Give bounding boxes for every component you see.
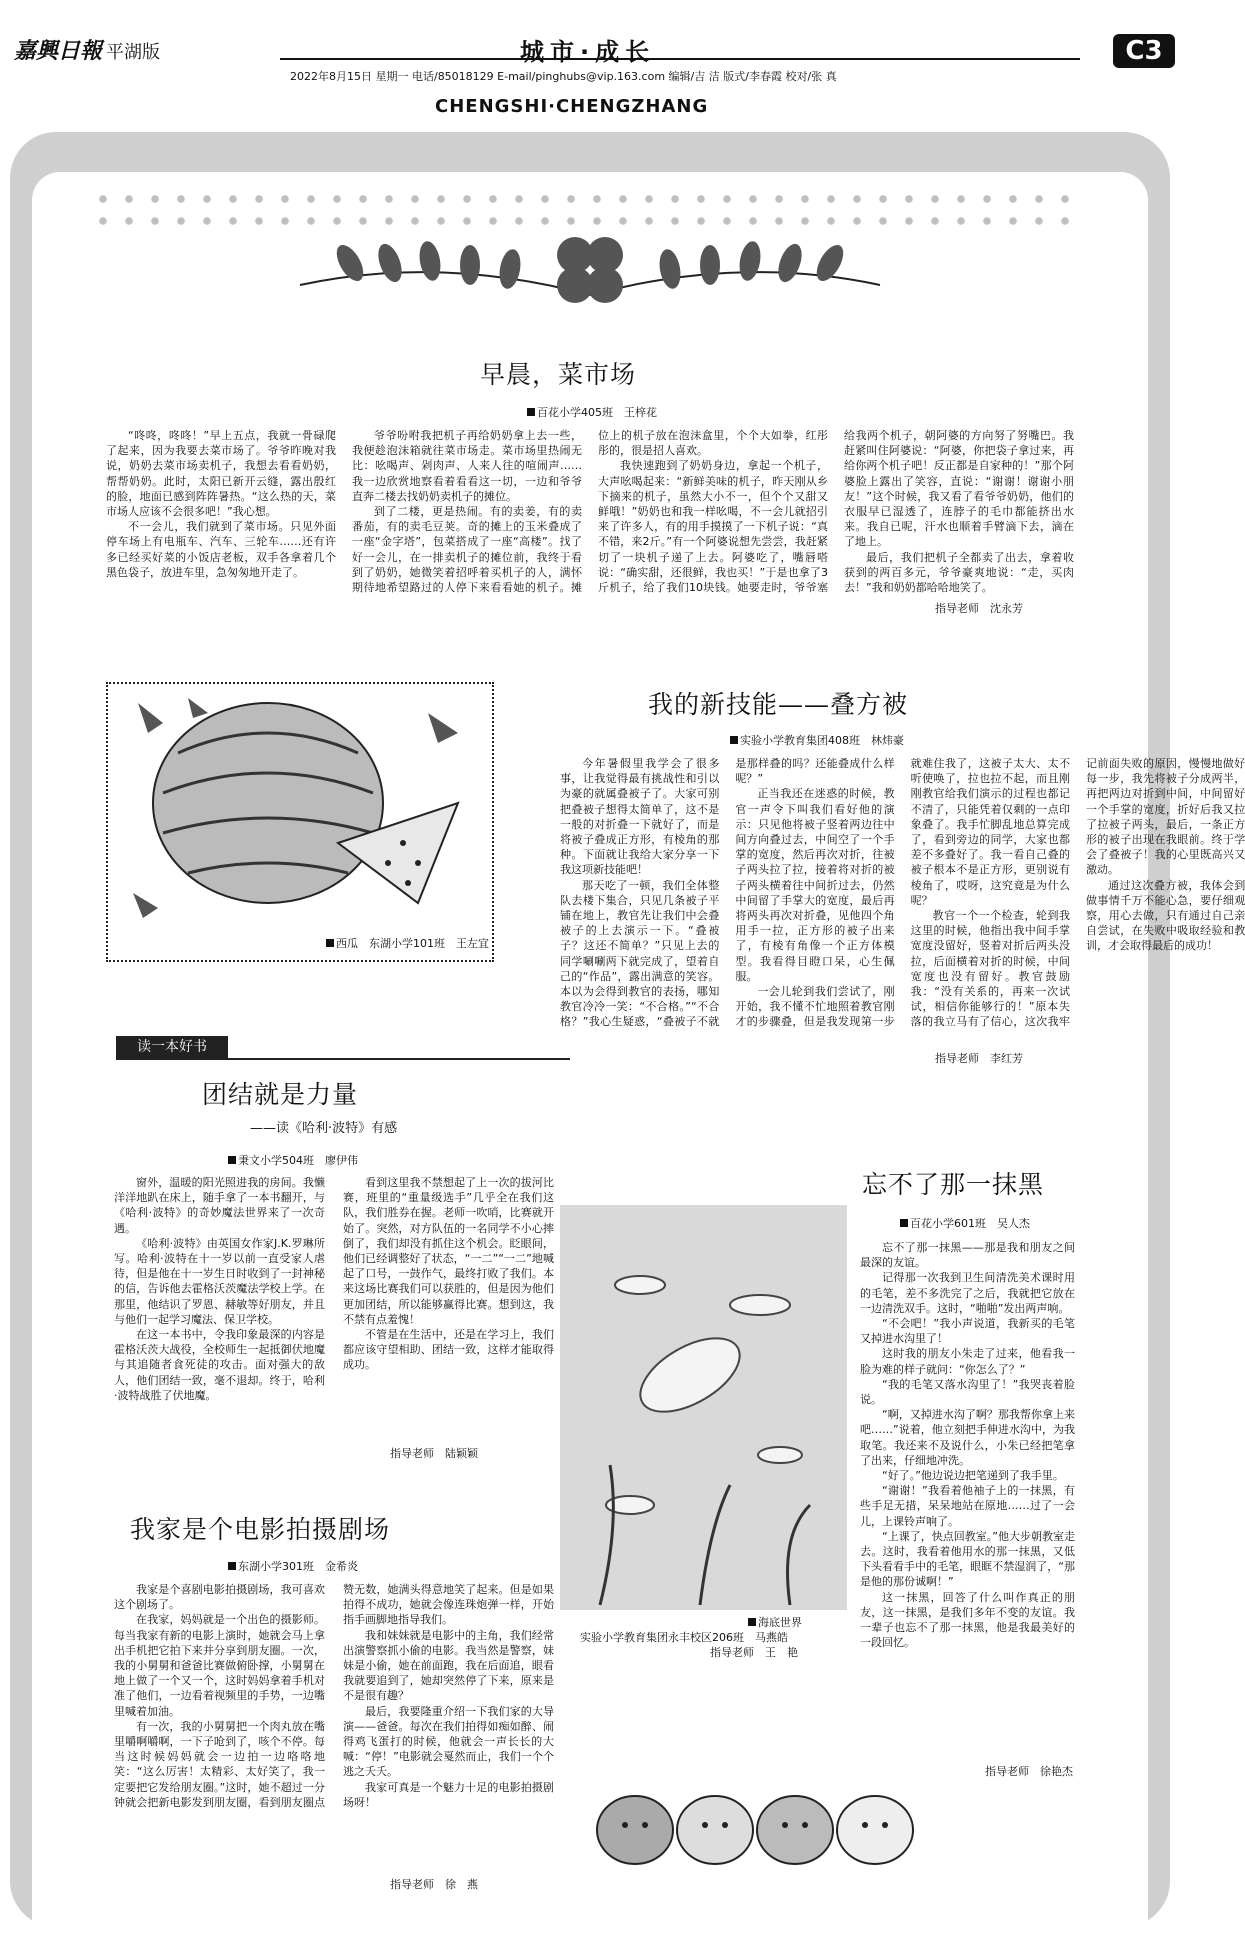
edition-label: 平湖版 xyxy=(106,42,161,63)
page-number-badge: C3 xyxy=(1113,34,1175,68)
teacher-credit: 指导老师 沈永芳 xyxy=(935,602,1023,615)
article-title: 团结就是力量 xyxy=(202,1080,359,1109)
column-label: 读一本好书 xyxy=(116,1036,228,1058)
article-byline: 东湖小学301班 金希炎 xyxy=(228,1558,358,1574)
article-byline: 实验小学教育集团408班 林炜豪 xyxy=(730,732,904,748)
fish-teacher: 指导老师 王 艳 xyxy=(710,1646,798,1659)
fish-school: 实验小学教育集团永丰校区206班 马燕皓 xyxy=(580,1631,788,1644)
article-body: 我家是个喜剧电影拍摄剧场，我可喜欢这个剧场了。 在我家，妈妈就是一个出色的摄影师。每当我家有新的电影上演时，她就会马上拿出手机把它拍下来并分享到朋友圈。一次，我的小舅舅和爸爸比赛做俯卧撑，小舅舅在地上做了一个又一个，这时妈妈拿着手机对准了他们，一边看着视频里的手势，一边嘴里喊着加油。 有一次，我的小舅舅把一个肉丸放在嘴里嚼啊嚼啊，一下子呛到了，咳个不停。每当这时候妈妈就会一边拍一边咯咯地笑：“这么厉害！太精彩、太好笑了，我一定要把它发给朋友圈。”这时，她不超过一分钟就会把新电影发到朋友圈，看到朋友圈点赞无数，她满头得意地笑了起来。但是如果拍得不成功，她就会像连珠炮弹一样，开始指手画脚地指导我们。 我和妹妹就是电影中的主角，我们经常出演警察抓小偷的电影。我当然是警察，妹妹是小偷，她在前面跑，我在后面追，眼看我就要追到了，她却突然停了下来，原来是不是很有趣？ 最后，我要隆重介绍一下我们家的大导演——爸爸。每次在我们拍得如痴如醉、闹得鸡飞蛋打的时候，他就会一声长长的大喊：“停！”电影就会戛然而止，我们一个个逃之夭夭。 我家可真是一个魅力十足的电影拍摄剧场呀！ xyxy=(114,1583,554,1809)
column-rule xyxy=(116,1058,570,1060)
teacher-credit: 指导老师 李红芳 xyxy=(935,1052,1023,1065)
article-byline: 秉文小学504班 廖伊伟 xyxy=(228,1152,358,1168)
article-title: 我的新技能——叠方被 xyxy=(648,690,909,719)
article-title: 我家是个电影拍摄剧场 xyxy=(130,1515,391,1544)
watermelon-drawing xyxy=(118,693,478,923)
article-body: 今年暑假里我学会了很多事，让我觉得最有挑战性和引以为豪的就属叠被子了。大家可别把叠被子想得太简单了，这不是一般的对折叠一下就好了，而是将被子叠成正方形，有棱角的那种。下面就让我给大家分享一下我这项新技能吧！ 那天吃了一顿，我们全体整队去楼下集合，只见几条被子平铺在地上，教官先让我们中会叠被子的上去演示一下。“叠被子？这还不简单？”只见上去的同学唰唰两下就完成了，望着自己的“作品”，露出满意的笑容。本以为会得到教官的表扬，哪知教官冷冷一笑：“不合格。”“不合格？”我心生疑惑，“叠被子不就是那样叠的吗？还能叠成什么样呢？” 正当我还在迷惑的时候，教官一声令下叫我们看好他的演示：只见他将被子竖着两边往中间方向叠过去，中间空了一个手掌的宽度，然后再次对折，往被子两头拉了拉，接着将对折的被子两头横着往中间折过去，仍然中间留了手掌大的宽度，最后再将两头再次对折叠，见他四个角用手一拉，正方形的被子出来了，有棱有角像一个正方体模型。我看得目瞪口呆，心生佩服。 一会儿轮到我们尝试了，刚开始，我不懂不忙地照着教官刚才的步骤叠，但是我发现第一步就难住我了，这被子太大、太不听使唤了，拉也拉不起，而且刚刚教官给我们演示的过程也都记不清了，只能凭着仅剩的一点印象叠了。我手忙脚乱地总算完成了，看到旁边的同学，大家也都差不多叠好了。我一看自己叠的被子根本不是正方形，更别说有棱角了，哎呀，这究竟是为什么呢？ 教官一个一个检查，轮到我这里的时候，他指出我中间手掌宽度没留好，竖着对折后两头没拉，后面横着对折的时候，中间宽度也没有留好。教官鼓励我：“没有关系的，再来一次试试，相信你能够行的！”原本失落的我立马有了信心，这次我牢记前面失败的原因，慢慢地做好每一步，我先将被子分成两半，再把两边对折到中间，中间留好一个手掌的宽度，折好后我又拉了拉被子两头，最后，一条正方形的被子出现在我眼前。终于学会了叠被子！我的心里既高兴又激动。 通过这次叠方被，我体会到做事情千万不能心急，要仔细观察，用心去做，只有通过自己亲自尝试，在失败中吸取经验和教训，才会取得最后的成功！ xyxy=(560,757,1245,1029)
article-subtitle: ——读《哈利·波特》有感 xyxy=(250,1121,398,1136)
section-title: 城市·成长 xyxy=(520,38,656,66)
fish-caption: 海底世界 xyxy=(748,1614,802,1630)
article-body: 忘不了那一抹黑——那是我和朋友之间最深的友谊。 记得那一次我到卫生间清洗美术课时用的毛笔，差不多洗完了之后，我就把它放在一边清洗双手。这时，“啪啪”发出两声响。 “不会吧！”我小声说道，我新买的毛笔又掉进水沟里了！ 这时我的朋友小朱走了过来，他看我一脸为难的样子就问：“你怎么了？” “我的毛笔又落水沟里了！”我哭丧着脸说。 “啊，又掉进水沟了啊？那我帮你拿上来吧……”说着，他立刻把手伸进水沟中，为我取笔。我还来不及说什么，小朱已经把笔拿了出来，仔细地冲洗。 “好了。”他边说边把笔递到了我手里。 “谢谢！”我看着他袖子上的一抹黑，有些手足无措，呆呆地站在原地……过了一会儿，上课铃声响了。 “上课了，快点回教室。”他大步朝教室走去。这时，我看着他用水的那一抹黑，又低下头看看手中的毛笔，眼眶不禁湿润了，“那是他的那份诚啊！” 这一抹黑，回答了什么叫作真正的朋友，这一抹黑，是我们多年不变的友谊。我一辈子也忘不了那一抹黑，他是我最美好的一段回忆。 xyxy=(860,1241,1075,1650)
leaf-vine-decoration xyxy=(290,225,890,345)
fish-drawing xyxy=(560,1205,847,1610)
article-body: 窗外，温暖的阳光照进我的房间。我懒洋洋地趴在床上，随手拿了一本书翻开，与《哈利·波特》的奇妙魔法世界来了一次奇遇。 《哈利·波特》由英国女作家J.K.罗琳所写。哈利·波特在十一岁以前一直受家人虐待，但是他在十一岁生日时收到了一封神秘的信，告诉他去霍格沃茨魔法学校上学。在那里，他结识了罗恩、赫敏等好朋友，并且与他们一起学习魔法、保卫学校。 在这一本书中，令我印象最深的内容是霍格沃茨大战役，全校师生一起抵御伏地魔与其追随者食死徒的攻击。面对强大的敌人，他们团结一致，毫不退却。终于，哈利·波特战胜了伏地魔。 看到这里我不禁想起了上一次的拔河比赛，班里的“重量级选手”几乎全在我们这队，我们胜券在握。老师一吹哨，比赛就开始了。突然，对方队伍的一名同学不小心摔倒了，我们却没有抓住这个机会。眨眼间，他们已经调整好了状态，“一二”“一二”地喊起了口号，一鼓作气，最终打败了我们。本来这场比赛我们可以获胜的，但是因为他们更加团结，所以能够赢得比赛。想到这，我不禁有点羞愧！ 不管是在生活中，还是在学习上，我们都应该守望相助、团结一致，这样才能取得成功。 xyxy=(114,1176,554,1402)
article-title: 忘不了那一抹黑 xyxy=(862,1170,1045,1199)
article-byline: 百花小学405班 王梓花 xyxy=(527,404,657,420)
teacher-credit: 指导老师 徐艳杰 xyxy=(985,1765,1073,1778)
cats-decoration xyxy=(590,1770,950,1870)
article-byline: 百花小学601班 吴人杰 xyxy=(900,1215,1030,1231)
header-rule xyxy=(280,58,1080,60)
newspaper-logo: 嘉興日報 平湖版 xyxy=(14,38,161,64)
section-pinyin: CHENGSHI·CHENGZHANG xyxy=(435,96,709,117)
article-title: 早晨，菜市场 xyxy=(480,360,637,389)
header-info: 2022年8月15日 星期一 电话/85018129 E-mail/pinghubs@vip.163.com 编辑/吉 洁 版式/李春霞 校对/张 真 xyxy=(290,70,837,83)
teacher-credit: 指导老师 徐 燕 xyxy=(390,1878,478,1891)
watermelon-caption: 西瓜 东湖小学101班 王左宜 xyxy=(326,935,489,951)
article-body: “咚咚，咚咚！”早上五点，我就一骨碌爬了起来，因为我要去菜市场了。爷爷昨晚对我说，奶奶去菜市场卖机子，我想去看看奶奶，帮帮奶奶。此时，太阳已新开云缝，露出殷红的脸，地面已感到阵阵暑热。“这么热的天，菜市场人应该不会很多吧！”我心想。 不一会儿，我们就到了菜市场。只见外面停车场上有电瓶车、汽车、三轮车……还有许多已经买好菜的小饭店老板，双手各拿着几个黑色袋子，放进车里，急匆匆地开走了。 爷爷吩咐我把机子再给奶奶拿上去一些，我便趁泡沫箱就往菜市场走。菜市场里热闹无比：吆喝声、剁肉声、人来人往的喧闹声……我一边欣赏地察看着看看这一切，一边和爷爷直奔二楼去找奶奶卖机子的摊位。 到了二楼，更是热闹。有的卖姜，有的卖番茄，有的卖毛豆荚。奇的摊上的玉米叠成了一座“金字塔”，包菜搭成了一座“高楼”。找了好一会儿，在一排卖机子的摊位前，我终于看到了奶奶，她微笑着招呼着买机子的人，满怀期待地希望路过的人停下来看看她的机子。摊位上的机子放在泡沫盒里，个个大如拳，红彤彤的，很是招人喜欢。 我快速跑到了奶奶身边，拿起一个机子，大声吆喝起来：“新鲜美味的机子，昨天刚从乡下摘来的机子，虽然大小不一，但个个又甜又鲜哦！”奶奶也和我一样吆喝，不一会儿就招引来了许多人，有的用手摸摸了一下机子说：“真不错，来2斤。”有一个阿婆说想先尝尝，我赶紧切了一块机子递了上去。阿婆吃了，嘴唇嗒说：“确实甜，还很鲜，我也买！”于是也拿了3斤机子，给了我们10块钱。她要走时，爷爷塞给我两个机子，朝阿婆的方向努了努嘴巴。我赶紧叫住阿婆说：“阿婆，你把袋子拿过来，再给你两个机子吧！反正都是自家种的！”那个阿婆脸上露出了笑容，直说：“谢谢！谢谢小朋友！”这个时候，我又看了看爷爷奶奶，他们的衣服早已湿透了，连脖子的毛巾都能挤出水来。我自已呢，汗水也顺着手臂滴下去，滴在了地上。 最后，我们把机子全都卖了出去，拿着收获到的两百多元，爷爷豪爽地说：“走，买肉去！”我和奶奶都哈哈地笑了。 xyxy=(106,429,1074,595)
teacher-credit: 指导老师 陆颖颖 xyxy=(390,1447,478,1460)
